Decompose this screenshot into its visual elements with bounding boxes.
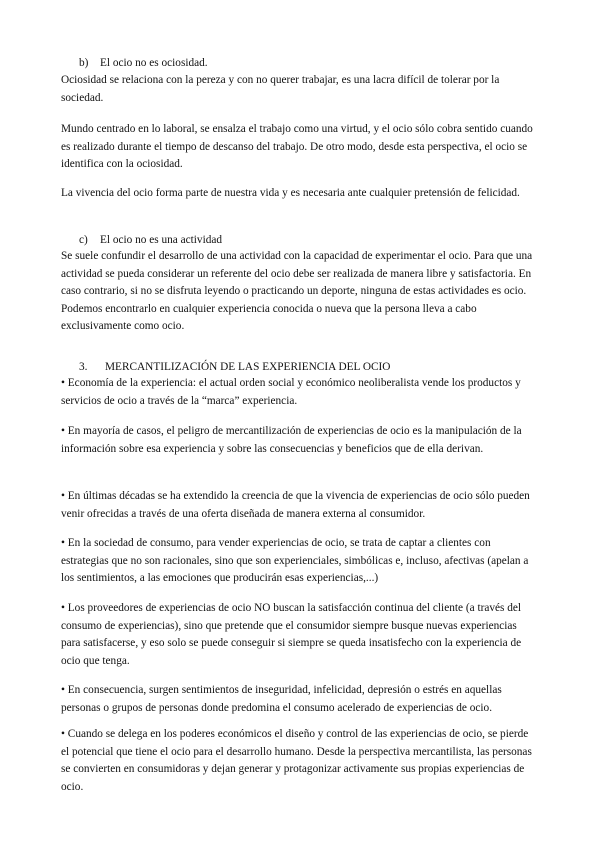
paragraph: Mundo centrado en lo laboral, se ensalza el trabajo como una virtud, y el ocio sólo cobra sentido cuando es realizado durante el tiempo de descanso del trabajo. De otro modo, desde esta perspectiva, el ocio se identifica con la ociosidad. xyxy=(61,123,533,170)
section-3-number: 3. xyxy=(79,361,88,373)
bullet-item: • En consecuencia, surgen sentimientos de inseguridad, infelicidad, depresión o estrés en aquellas personas o grupos de personas donde predomina el consumo acelerado de experiencias de ocio. xyxy=(61,684,502,714)
section-c-heading xyxy=(79,232,222,250)
bullet-item: • En últimas décadas se ha extendido la creencia de que la vivencia de experiencias de ocio sólo pueden venir ofrecidas a través de una oferta diseñada de manera externa al consumidor. xyxy=(61,490,530,520)
paragraph: Ociosidad se relaciona con la pereza y con no querer trabajar, es una lacra difícil de tolerar por la sociedad. xyxy=(61,74,500,104)
bullet-item: • Los proveedores de experiencias de ocio NO buscan la satisfacción continua del cliente (a través del consumo de experiencias), sino que pretende que el consumidor siempre busque nuevas experiencias para satisfacerse, y eso solo se puede conseguir si siempre se queda insatisfecho con la experiencia de ocio que tenga. xyxy=(61,602,522,667)
section-3-title: MERCANTILIZACIÓN DE LAS EXPERIENCIA DEL OCIO xyxy=(105,361,391,373)
bullet-item: • Economía de la experiencia: el actual orden social y económico neoliberalista vende los productos y servicios de ocio a través de la “marca” experiencia. xyxy=(61,377,521,407)
section-c-number: c) xyxy=(79,234,88,246)
section-b-heading xyxy=(79,55,208,73)
bullet-item: • Cuando se delega en los poderes económicos el diseño y control de las experiencias de ocio, se pierde el potencial que tiene el ocio para el desarrollo humano. Desde la perspectiva mercantilista, las personas se convierten en consumidoras y dejan generar y protagonizar activamente sus propias experiencias de ocio. xyxy=(61,728,532,793)
section-b-title: El ocio no es ociosidad. xyxy=(100,57,208,69)
paragraph: Se suele confundir el desarrollo de una actividad con la capacidad de experimentar el ocio. Para que una actividad se pueda considerar un referente del ocio debe ser realizada de manera libre y satisfactoria. En caso contrario, si no se disfruta leyendo o practicando un deporte, ninguna de estas actividades es ocio. Podemos encontrarlo en cualquier experiencia conocida o nueva que la persona lleva a cabo exclusivamente como ocio. xyxy=(61,250,533,332)
bullet-item: • En la sociedad de consumo, para vender experiencias de ocio, se trata de captar a clientes con estrategias que no son racionales, sino que son experienciales, simbólicas e, incluso, afectivas (apelan a los sentimientos, a las emociones que producirán esas experiencias,...) xyxy=(61,537,529,584)
section-c-title: El ocio no es una actividad xyxy=(100,234,223,246)
section-b-number: b) xyxy=(79,57,89,69)
paragraph: La vivencia del ocio forma parte de nuestra vida y es necesaria ante cualquier pretensión de felicidad. xyxy=(61,187,520,199)
section-3-heading xyxy=(79,359,390,377)
bullet-item: • En mayoría de casos, el peligro de mercantilización de experiencias de ocio es la manipulación de la información sobre esa experiencia y sobre las consecuencias y beneficios que de ella derivan. xyxy=(61,425,522,455)
